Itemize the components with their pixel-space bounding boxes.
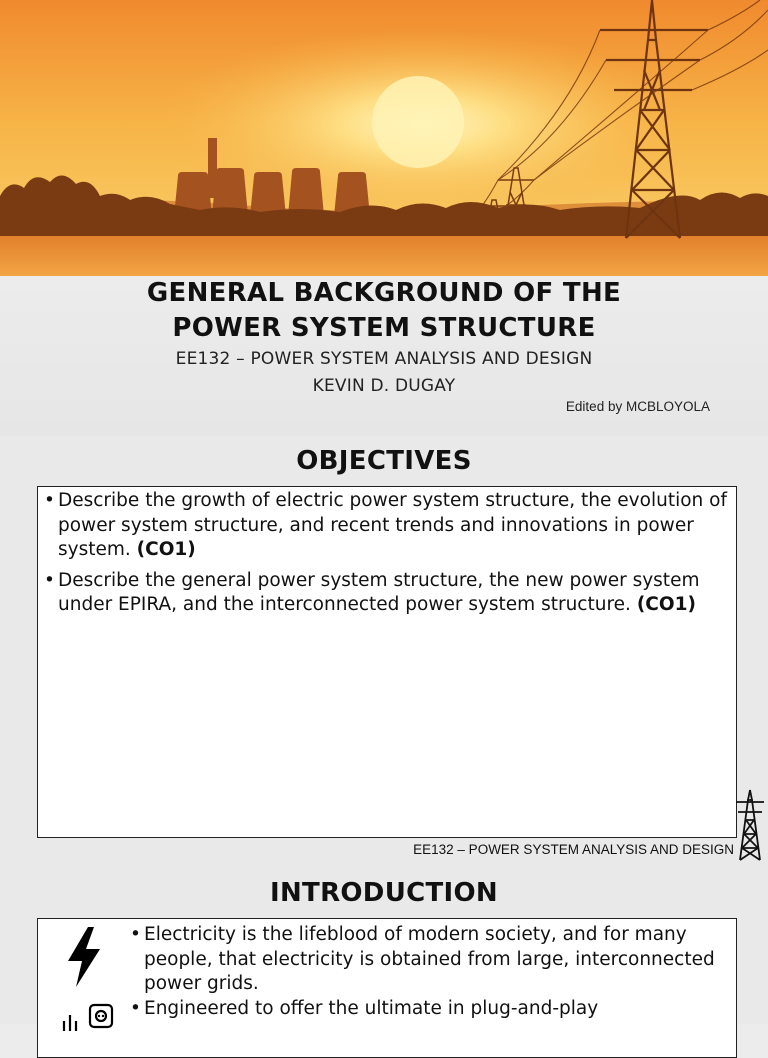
title-line-1: GENERAL BACKGROUND OF THE <box>146 278 622 308</box>
course-name: EE132 – POWER SYSTEM ANALYSIS AND DESIGN <box>175 349 593 369</box>
author-name: KEVIN D. DUGAY <box>312 376 456 396</box>
objective-tag: (CO1) <box>636 594 696 615</box>
introduction-slide <box>0 866 768 1024</box>
title-line-2: POWER SYSTEM STRUCTURE <box>172 313 596 343</box>
intro-item <box>128 923 734 997</box>
slide-footer: EE132 – POWER SYSTEM ANALYSIS AND DESIGN <box>413 842 734 857</box>
slide-title <box>0 276 768 346</box>
objective-text: Describe the general power system structure, the new power system under EPIRA, and the interconnected power system structure. <box>58 569 700 615</box>
sun <box>372 76 464 168</box>
slide-subtitle <box>0 346 768 400</box>
intro-item <box>128 997 734 1022</box>
objectives-box <box>37 486 737 838</box>
objective-text: Describe the growth of electric power system structure, the evolution of power system structure, and recent trends and innovations in power system. <box>58 490 727 560</box>
lightning-bolt-icon <box>66 927 102 991</box>
objectives-slide <box>0 436 768 866</box>
edited-by-label: Edited by MCBLOYOLA <box>565 399 710 414</box>
title-slide <box>0 276 768 436</box>
introduction-title: INTRODUCTION <box>270 878 498 908</box>
transmission-tower-icon <box>734 788 766 866</box>
objective-item <box>42 569 728 618</box>
objective-tag: (CO1) <box>136 539 196 560</box>
hero-image <box>0 0 768 276</box>
sunset-power-plant-illustration <box>0 0 768 276</box>
plug-outlet-icon <box>60 1001 116 1035</box>
intro-text: Engineered to offer the ultimate in plug-and-play <box>144 998 599 1019</box>
intro-text: Electricity is the lifeblood of modern society, and for many people, that electricity is obtained from large, interconnected power grids. <box>144 924 715 994</box>
introduction-box <box>37 918 737 1058</box>
objectives-title: OBJECTIVES <box>296 446 472 476</box>
objective-item <box>42 489 728 563</box>
